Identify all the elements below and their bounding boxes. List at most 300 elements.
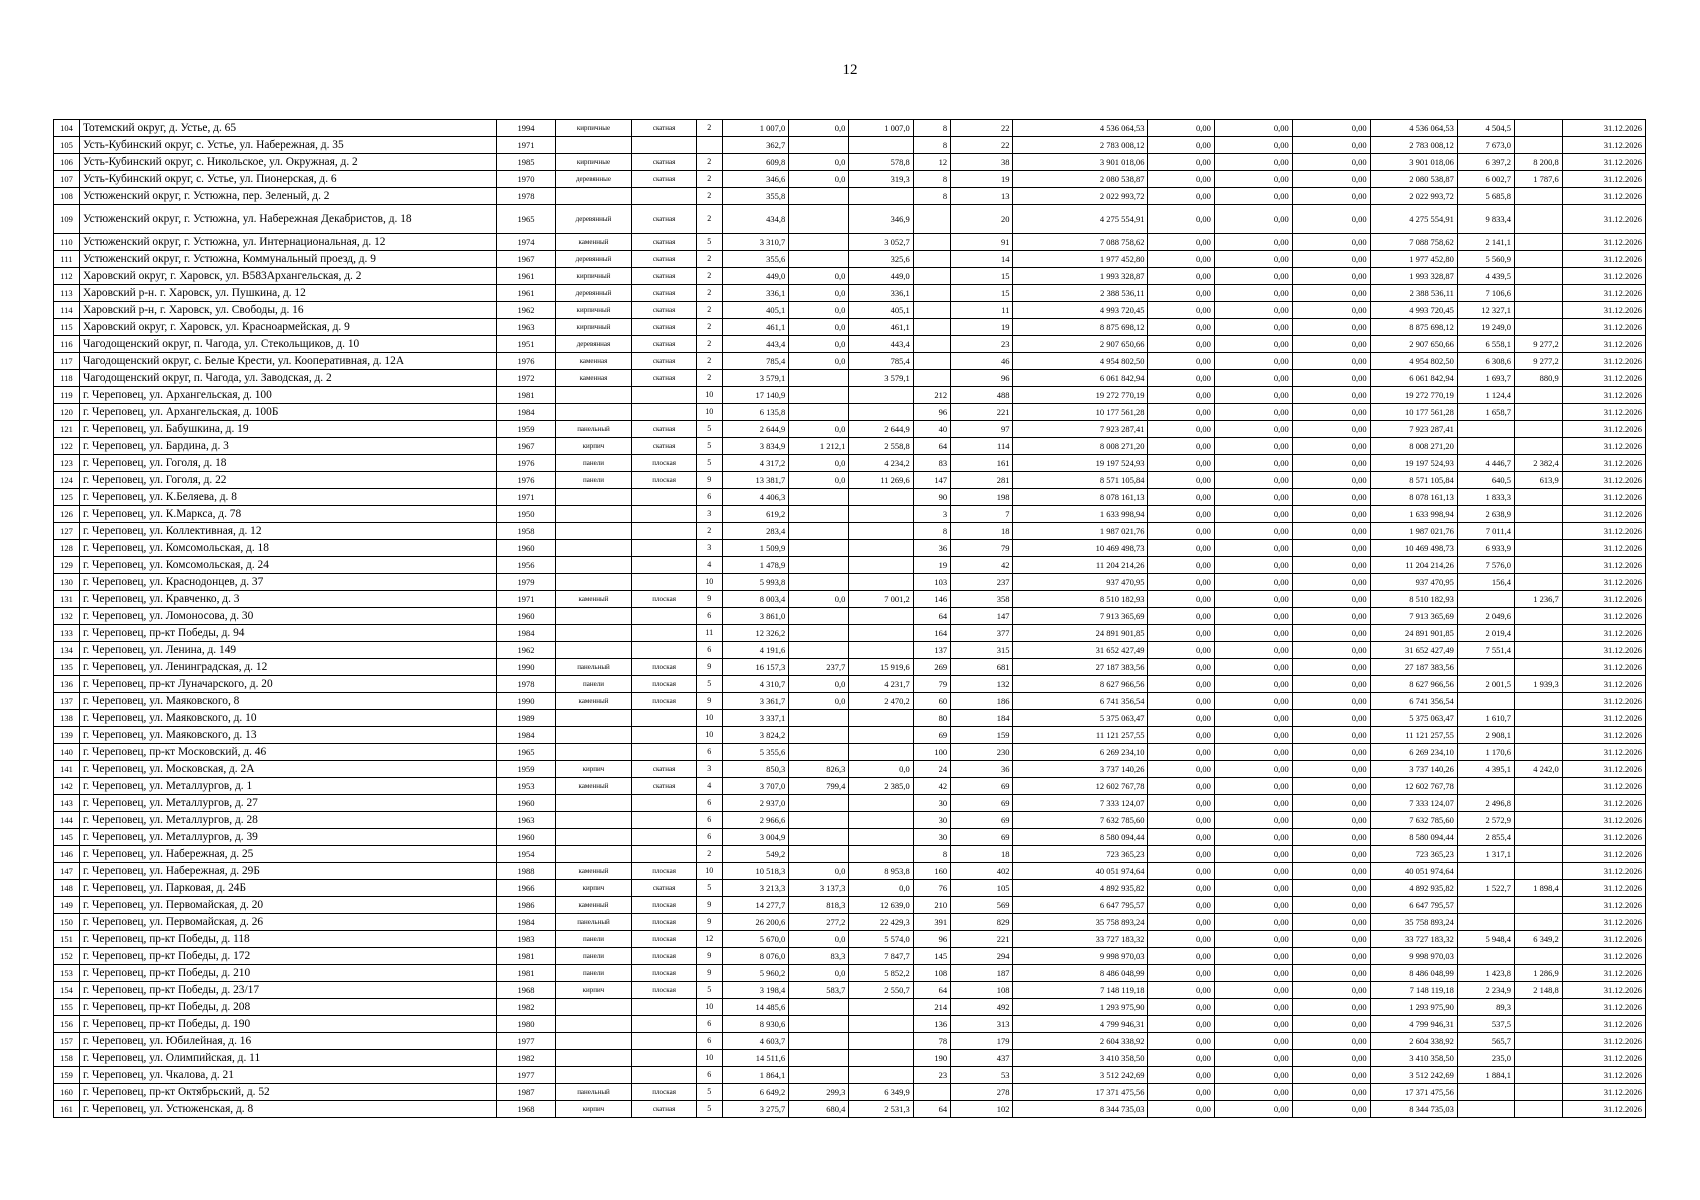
apartments-cell: 8 (913, 171, 950, 188)
total-cost-cell: 8 510 182,93 (1013, 591, 1148, 608)
total-cost-cell: 2 783 008,12 (1013, 137, 1148, 154)
fund-cost-cell: 0,00 (1148, 489, 1214, 506)
budget-cost-cell: 0,00 (1214, 727, 1292, 744)
owner-cost-cell: 0,00 (1292, 1016, 1370, 1033)
budget-cost-cell: 0,00 (1214, 965, 1292, 982)
row-number-cell: 147 (54, 863, 80, 880)
residential-area-cell (849, 557, 913, 574)
residential-area-cell: 325,6 (849, 251, 913, 268)
apartments-cell: 164 (913, 625, 950, 642)
budget-cost-cell: 0,00 (1214, 285, 1292, 302)
housing-registry-table (53, 119, 1646, 1118)
specified-cost-cell: 8 008 271,20 (1370, 438, 1457, 455)
owner-cost-cell: 0,00 (1292, 642, 1370, 659)
nonresidential-area-cell (789, 574, 849, 591)
roof-type-cell (632, 999, 696, 1016)
year-built-cell: 1967 (497, 251, 555, 268)
floors-cell: 9 (696, 591, 722, 608)
budget-cost-cell: 0,00 (1214, 506, 1292, 523)
year-built-cell: 1976 (497, 455, 555, 472)
owner-cost-cell: 0,00 (1292, 438, 1370, 455)
limit-cost-cell: 1 286,9 (1514, 965, 1562, 982)
nonresidential-area-cell (789, 1033, 849, 1050)
residential-area-cell: 2 558,8 (849, 438, 913, 455)
specified-cost-cell: 5 375 063,47 (1370, 710, 1457, 727)
fund-cost-cell: 0,00 (1148, 778, 1214, 795)
cost-per-sqm-cell: 6 397,2 (1457, 154, 1514, 171)
row-number-cell: 132 (54, 608, 80, 625)
cost-per-sqm-cell: 2 572,9 (1457, 812, 1514, 829)
deadline-cell: 31.12.2026 (1562, 523, 1645, 540)
cost-per-sqm-cell: 2 496,8 (1457, 795, 1514, 812)
row-number-cell: 145 (54, 829, 80, 846)
apartments-cell: 147 (913, 472, 950, 489)
limit-cost-cell (1514, 251, 1562, 268)
residents-cell: 97 (951, 421, 1013, 438)
address-cell: Чагодощенский округ, п. Чагода, ул. Заводская, д. 2 (79, 370, 496, 387)
apartments-cell: 69 (913, 727, 950, 744)
address-cell: г. Череповец, пр-кт Победы, д. 94 (79, 625, 496, 642)
floors-cell: 5 (696, 676, 722, 693)
apartments-cell (913, 319, 950, 336)
limit-cost-cell (1514, 1067, 1562, 1084)
fund-cost-cell: 0,00 (1148, 999, 1214, 1016)
total-area-cell: 1 478,9 (722, 557, 788, 574)
nonresidential-area-cell: 818,3 (789, 897, 849, 914)
total-cost-cell: 8 078 161,13 (1013, 489, 1148, 506)
year-built-cell: 1976 (497, 472, 555, 489)
roof-type-cell (632, 744, 696, 761)
address-cell: г. Череповец, ул. Кравченко, д. 3 (79, 591, 496, 608)
address-cell: г. Череповец, пр-кт Победы, д. 208 (79, 999, 496, 1016)
table-row (54, 489, 1646, 506)
fund-cost-cell: 0,00 (1148, 234, 1214, 251)
fund-cost-cell: 0,00 (1148, 336, 1214, 353)
budget-cost-cell: 0,00 (1214, 137, 1292, 154)
year-built-cell: 1950 (497, 506, 555, 523)
specified-cost-cell: 2 604 338,92 (1370, 1033, 1457, 1050)
limit-cost-cell (1514, 778, 1562, 795)
roof-type-cell: скатная (632, 154, 696, 171)
address-cell: г. Череповец, ул. Маяковского, д. 10 (79, 710, 496, 727)
residential-area-cell: 319,3 (849, 171, 913, 188)
fund-cost-cell: 0,00 (1148, 795, 1214, 812)
wall-material-cell: каменный (555, 778, 632, 795)
wall-material-cell: панельный (555, 914, 632, 931)
table-row (54, 999, 1646, 1016)
budget-cost-cell: 0,00 (1214, 982, 1292, 999)
year-built-cell: 1958 (497, 523, 555, 540)
wall-material-cell (555, 744, 632, 761)
deadline-cell: 31.12.2026 (1562, 336, 1645, 353)
total-cost-cell: 3 737 140,26 (1013, 761, 1148, 778)
owner-cost-cell: 0,00 (1292, 353, 1370, 370)
table-row (54, 846, 1646, 863)
residential-area-cell (849, 829, 913, 846)
budget-cost-cell: 0,00 (1214, 1016, 1292, 1033)
address-cell: г. Череповец, ул. Первомайская, д. 26 (79, 914, 496, 931)
address-cell: г. Череповец, ул. Набережная, д. 25 (79, 846, 496, 863)
year-built-cell: 1956 (497, 557, 555, 574)
roof-type-cell (632, 489, 696, 506)
limit-cost-cell (1514, 625, 1562, 642)
wall-material-cell: каменный (555, 591, 632, 608)
total-cost-cell: 2 604 338,92 (1013, 1033, 1148, 1050)
year-built-cell: 1960 (497, 829, 555, 846)
total-area-cell: 362,7 (722, 137, 788, 154)
address-cell: г. Череповец, ул. Первомайская, д. 20 (79, 897, 496, 914)
fund-cost-cell: 0,00 (1148, 268, 1214, 285)
roof-type-cell: скатная (632, 205, 696, 234)
roof-type-cell: плоская (632, 693, 696, 710)
floors-cell: 10 (696, 863, 722, 880)
deadline-cell: 31.12.2026 (1562, 914, 1645, 931)
deadline-cell: 31.12.2026 (1562, 982, 1645, 999)
floors-cell: 10 (696, 1050, 722, 1067)
wall-material-cell (555, 846, 632, 863)
residents-cell: 108 (951, 982, 1013, 999)
specified-cost-cell: 11 204 214,26 (1370, 557, 1457, 574)
wall-material-cell (555, 710, 632, 727)
residents-cell: 230 (951, 744, 1013, 761)
total-area-cell: 1 864,1 (722, 1067, 788, 1084)
floors-cell: 9 (696, 948, 722, 965)
address-cell: Устюженский округ, г. Устюжна, Коммунальный проезд, д. 9 (79, 251, 496, 268)
total-cost-cell: 8 580 094,44 (1013, 829, 1148, 846)
residents-cell: 19 (951, 319, 1013, 336)
fund-cost-cell: 0,00 (1148, 557, 1214, 574)
budget-cost-cell: 0,00 (1214, 205, 1292, 234)
owner-cost-cell: 0,00 (1292, 897, 1370, 914)
table-row (54, 137, 1646, 154)
deadline-cell: 31.12.2026 (1562, 251, 1645, 268)
total-area-cell: 785,4 (722, 353, 788, 370)
apartments-cell: 214 (913, 999, 950, 1016)
floors-cell: 3 (696, 761, 722, 778)
cost-per-sqm-cell: 5 560,9 (1457, 251, 1514, 268)
floors-cell: 2 (696, 154, 722, 171)
table-row (54, 744, 1646, 761)
table-row (54, 693, 1646, 710)
nonresidential-area-cell (789, 1067, 849, 1084)
residential-area-cell (849, 795, 913, 812)
row-number-cell: 142 (54, 778, 80, 795)
cost-per-sqm-cell: 1 658,7 (1457, 404, 1514, 421)
table-row (54, 591, 1646, 608)
row-number-cell: 135 (54, 659, 80, 676)
total-area-cell: 4 191,6 (722, 642, 788, 659)
year-built-cell: 1986 (497, 897, 555, 914)
budget-cost-cell: 0,00 (1214, 1101, 1292, 1118)
table-row (54, 574, 1646, 591)
residents-cell: 15 (951, 268, 1013, 285)
nonresidential-area-cell: 799,4 (789, 778, 849, 795)
table-row (54, 523, 1646, 540)
wall-material-cell: кирпичный (555, 268, 632, 285)
floors-cell: 9 (696, 897, 722, 914)
residential-area-cell: 2 550,7 (849, 982, 913, 999)
table-row (54, 120, 1646, 137)
cost-per-sqm-cell: 1 610,7 (1457, 710, 1514, 727)
apartments-cell: 3 (913, 506, 950, 523)
total-cost-cell: 4 799 946,31 (1013, 1016, 1148, 1033)
nonresidential-area-cell: 0,0 (789, 336, 849, 353)
table-row (54, 897, 1646, 914)
budget-cost-cell: 0,00 (1214, 829, 1292, 846)
specified-cost-cell: 17 371 475,56 (1370, 1084, 1457, 1101)
row-number-cell: 155 (54, 999, 80, 1016)
residential-area-cell (849, 999, 913, 1016)
cost-per-sqm-cell: 6 308,6 (1457, 353, 1514, 370)
specified-cost-cell: 723 365,23 (1370, 846, 1457, 863)
apartments-cell: 212 (913, 387, 950, 404)
address-cell: г. Череповец, ул. Краснодонцев, д. 37 (79, 574, 496, 591)
specified-cost-cell: 3 512 242,69 (1370, 1067, 1457, 1084)
nonresidential-area-cell: 237,7 (789, 659, 849, 676)
specified-cost-cell: 3 737 140,26 (1370, 761, 1457, 778)
row-number-cell: 113 (54, 285, 80, 302)
total-area-cell: 8 076,0 (722, 948, 788, 965)
wall-material-cell: панели (555, 676, 632, 693)
apartments-cell: 8 (913, 120, 950, 137)
roof-type-cell: плоская (632, 982, 696, 999)
floors-cell: 12 (696, 931, 722, 948)
year-built-cell: 1979 (497, 574, 555, 591)
specified-cost-cell: 6 061 842,94 (1370, 370, 1457, 387)
limit-cost-cell: 613,9 (1514, 472, 1562, 489)
row-number-cell: 141 (54, 761, 80, 778)
fund-cost-cell: 0,00 (1148, 727, 1214, 744)
roof-type-cell (632, 1067, 696, 1084)
nonresidential-area-cell (789, 795, 849, 812)
cost-per-sqm-cell (1457, 897, 1514, 914)
wall-material-cell (555, 574, 632, 591)
residents-cell: 102 (951, 1101, 1013, 1118)
roof-type-cell: плоская (632, 965, 696, 982)
wall-material-cell (555, 506, 632, 523)
residents-cell: 36 (951, 761, 1013, 778)
specified-cost-cell: 8 571 105,84 (1370, 472, 1457, 489)
row-number-cell: 124 (54, 472, 80, 489)
row-number-cell: 136 (54, 676, 80, 693)
apartments-cell: 145 (913, 948, 950, 965)
residents-cell: 11 (951, 302, 1013, 319)
limit-cost-cell: 880,9 (1514, 370, 1562, 387)
residents-cell: 22 (951, 120, 1013, 137)
budget-cost-cell: 0,00 (1214, 659, 1292, 676)
year-built-cell: 1988 (497, 863, 555, 880)
roof-type-cell: плоская (632, 897, 696, 914)
fund-cost-cell: 0,00 (1148, 829, 1214, 846)
total-area-cell: 2 966,6 (722, 812, 788, 829)
year-built-cell: 1982 (497, 999, 555, 1016)
owner-cost-cell: 0,00 (1292, 421, 1370, 438)
total-cost-cell: 2 022 993,72 (1013, 188, 1148, 205)
owner-cost-cell: 0,00 (1292, 812, 1370, 829)
total-area-cell: 355,6 (722, 251, 788, 268)
year-built-cell: 1981 (497, 387, 555, 404)
residential-area-cell: 578,8 (849, 154, 913, 171)
limit-cost-cell (1514, 948, 1562, 965)
deadline-cell: 31.12.2026 (1562, 761, 1645, 778)
wall-material-cell (555, 795, 632, 812)
deadline-cell: 31.12.2026 (1562, 489, 1645, 506)
limit-cost-cell (1514, 540, 1562, 557)
nonresidential-area-cell (789, 829, 849, 846)
address-cell: г. Череповец, ул. Металлургов, д. 39 (79, 829, 496, 846)
owner-cost-cell: 0,00 (1292, 302, 1370, 319)
residents-cell: 184 (951, 710, 1013, 727)
nonresidential-area-cell: 299,3 (789, 1084, 849, 1101)
wall-material-cell: каменный (555, 234, 632, 251)
floors-cell: 2 (696, 353, 722, 370)
year-built-cell: 1967 (497, 438, 555, 455)
year-built-cell: 1971 (497, 591, 555, 608)
specified-cost-cell: 10 177 561,28 (1370, 404, 1457, 421)
total-area-cell: 434,8 (722, 205, 788, 234)
cost-per-sqm-cell: 89,3 (1457, 999, 1514, 1016)
year-built-cell: 1965 (497, 744, 555, 761)
wall-material-cell: панельный (555, 659, 632, 676)
total-area-cell: 3 834,9 (722, 438, 788, 455)
budget-cost-cell: 0,00 (1214, 846, 1292, 863)
total-area-cell: 3 361,7 (722, 693, 788, 710)
budget-cost-cell: 0,00 (1214, 999, 1292, 1016)
residents-cell: 488 (951, 387, 1013, 404)
address-cell: г. Череповец, ул. К.Беляева, д. 8 (79, 489, 496, 506)
budget-cost-cell: 0,00 (1214, 795, 1292, 812)
nonresidential-area-cell: 0,0 (789, 319, 849, 336)
cost-per-sqm-cell (1457, 1101, 1514, 1118)
total-area-cell: 1 509,9 (722, 540, 788, 557)
address-cell: Усть-Кубинский округ, с. Никольское, ул. Окружная, д. 2 (79, 154, 496, 171)
address-cell: г. Череповец, ул. Ленина, д. 149 (79, 642, 496, 659)
roof-type-cell: скатная (632, 353, 696, 370)
apartments-cell: 90 (913, 489, 950, 506)
fund-cost-cell: 0,00 (1148, 659, 1214, 676)
table-row (54, 302, 1646, 319)
specified-cost-cell: 8 344 735,03 (1370, 1101, 1457, 1118)
residential-area-cell (849, 812, 913, 829)
apartments-cell (913, 285, 950, 302)
total-cost-cell: 1 633 998,94 (1013, 506, 1148, 523)
wall-material-cell: кирпич (555, 880, 632, 897)
residential-area-cell: 2 644,9 (849, 421, 913, 438)
table-row (54, 625, 1646, 642)
apartments-cell: 8 (913, 188, 950, 205)
residents-cell: 20 (951, 205, 1013, 234)
nonresidential-area-cell: 0,0 (789, 120, 849, 137)
limit-cost-cell (1514, 642, 1562, 659)
row-number-cell: 157 (54, 1033, 80, 1050)
table-row (54, 795, 1646, 812)
owner-cost-cell: 0,00 (1292, 188, 1370, 205)
limit-cost-cell (1514, 387, 1562, 404)
owner-cost-cell: 0,00 (1292, 693, 1370, 710)
cost-per-sqm-cell: 1 317,1 (1457, 846, 1514, 863)
specified-cost-cell: 12 602 767,78 (1370, 778, 1457, 795)
limit-cost-cell: 2 148,8 (1514, 982, 1562, 999)
total-cost-cell: 1 993 328,87 (1013, 268, 1148, 285)
table-row (54, 1016, 1646, 1033)
owner-cost-cell: 0,00 (1292, 965, 1370, 982)
residents-cell: 13 (951, 188, 1013, 205)
year-built-cell: 1977 (497, 1033, 555, 1050)
address-cell: г. Череповец, ул. Бардина, д. 3 (79, 438, 496, 455)
year-built-cell: 1984 (497, 914, 555, 931)
specified-cost-cell: 1 293 975,90 (1370, 999, 1457, 1016)
residents-cell: 132 (951, 676, 1013, 693)
year-built-cell: 1966 (497, 880, 555, 897)
apartments-cell: 64 (913, 1101, 950, 1118)
owner-cost-cell: 0,00 (1292, 523, 1370, 540)
residential-area-cell (849, 489, 913, 506)
residential-area-cell (849, 744, 913, 761)
year-built-cell: 1990 (497, 693, 555, 710)
limit-cost-cell (1514, 205, 1562, 234)
budget-cost-cell: 0,00 (1214, 812, 1292, 829)
fund-cost-cell: 0,00 (1148, 188, 1214, 205)
total-area-cell: 336,1 (722, 285, 788, 302)
nonresidential-area-cell (789, 523, 849, 540)
cost-per-sqm-cell: 2 234,9 (1457, 982, 1514, 999)
budget-cost-cell: 0,00 (1214, 302, 1292, 319)
limit-cost-cell: 1 939,3 (1514, 676, 1562, 693)
budget-cost-cell: 0,00 (1214, 171, 1292, 188)
nonresidential-area-cell: 0,0 (789, 693, 849, 710)
residents-cell: 161 (951, 455, 1013, 472)
total-cost-cell: 1 977 452,80 (1013, 251, 1148, 268)
address-cell: г. Череповец, ул. Набережная, д. 29Б (79, 863, 496, 880)
cost-per-sqm-cell (1457, 659, 1514, 676)
year-built-cell: 1959 (497, 421, 555, 438)
budget-cost-cell: 0,00 (1214, 863, 1292, 880)
residential-area-cell: 405,1 (849, 302, 913, 319)
residents-cell: 23 (951, 336, 1013, 353)
total-cost-cell: 17 371 475,56 (1013, 1084, 1148, 1101)
row-number-cell: 121 (54, 421, 80, 438)
year-built-cell: 1983 (497, 931, 555, 948)
total-area-cell: 2 937,0 (722, 795, 788, 812)
address-cell: Чагодощенский округ, с. Белые Крести, ул. Кооперативная, д. 12А (79, 353, 496, 370)
address-cell: г. Череповец, ул. Комсомольская, д. 18 (79, 540, 496, 557)
wall-material-cell (555, 999, 632, 1016)
apartments-cell: 30 (913, 812, 950, 829)
residents-cell: 19 (951, 171, 1013, 188)
row-number-cell: 106 (54, 154, 80, 171)
limit-cost-cell (1514, 693, 1562, 710)
year-built-cell: 1968 (497, 982, 555, 999)
apartments-cell: 19 (913, 557, 950, 574)
limit-cost-cell (1514, 1050, 1562, 1067)
roof-type-cell: скатная (632, 336, 696, 353)
row-number-cell: 119 (54, 387, 80, 404)
deadline-cell: 31.12.2026 (1562, 171, 1645, 188)
nonresidential-area-cell (789, 137, 849, 154)
residential-area-cell: 4 231,7 (849, 676, 913, 693)
residential-area-cell (849, 574, 913, 591)
cost-per-sqm-cell: 2 908,1 (1457, 727, 1514, 744)
roof-type-cell: скатная (632, 880, 696, 897)
deadline-cell: 31.12.2026 (1562, 778, 1645, 795)
apartments-cell: 8 (913, 523, 950, 540)
residents-cell: 147 (951, 608, 1013, 625)
wall-material-cell: каменная (555, 353, 632, 370)
total-cost-cell: 8 344 735,03 (1013, 1101, 1148, 1118)
table-row (54, 353, 1646, 370)
wall-material-cell (555, 557, 632, 574)
table-row (54, 1101, 1646, 1118)
